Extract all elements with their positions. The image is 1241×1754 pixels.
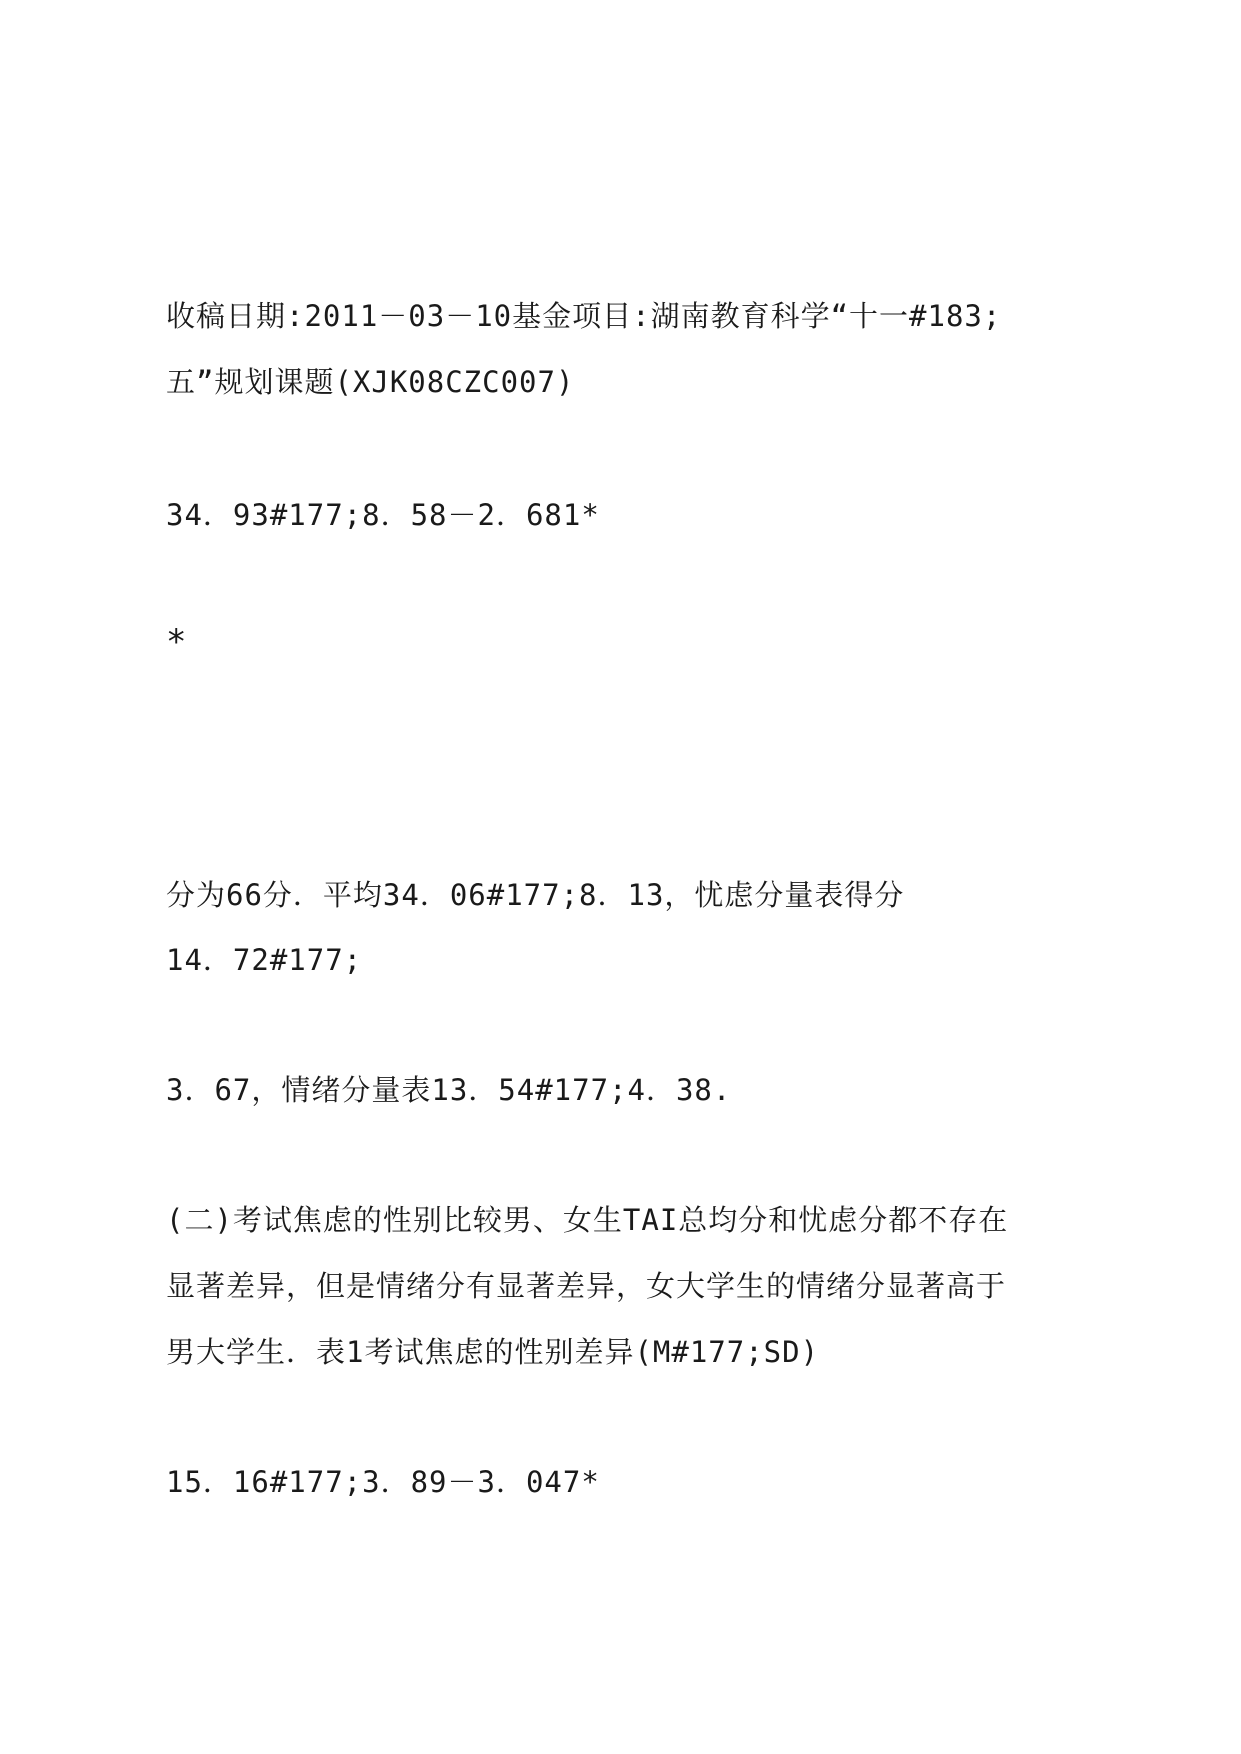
section-heading-line: (二)考试焦虑的性别比较男、女生TAI总均分和忧虑分都不存在 [166, 1203, 1009, 1237]
paragraph-line: 显著差异，但是情绪分有显著差异，女大学生的情绪分显著高于 [166, 1269, 1007, 1303]
statistics-line: 15．16#177;3．89－3．047* [166, 1465, 600, 1499]
paragraph-line: 分为66分．平均34．06#177;8．13，忧虑分量表得分 [166, 878, 905, 912]
project-number-line: 五”规划课题(XJK08CZC007) [166, 365, 575, 399]
received-date-funding-line: 收稿日期:2011－03－10基金项目:湖南教育科学“十一#183; [166, 299, 1002, 333]
paragraph-line: 3．67，情绪分量表13．54#177;4．38. [166, 1073, 732, 1107]
statistics-line: 34．93#177;8．58－2．681* [166, 498, 600, 532]
asterisk-line: * [166, 622, 188, 662]
paragraph-line: 14．72#177; [166, 943, 363, 977]
table-caption-line: 男大学生．表1考试焦虑的性别差异(M#177;SD) [166, 1335, 820, 1369]
